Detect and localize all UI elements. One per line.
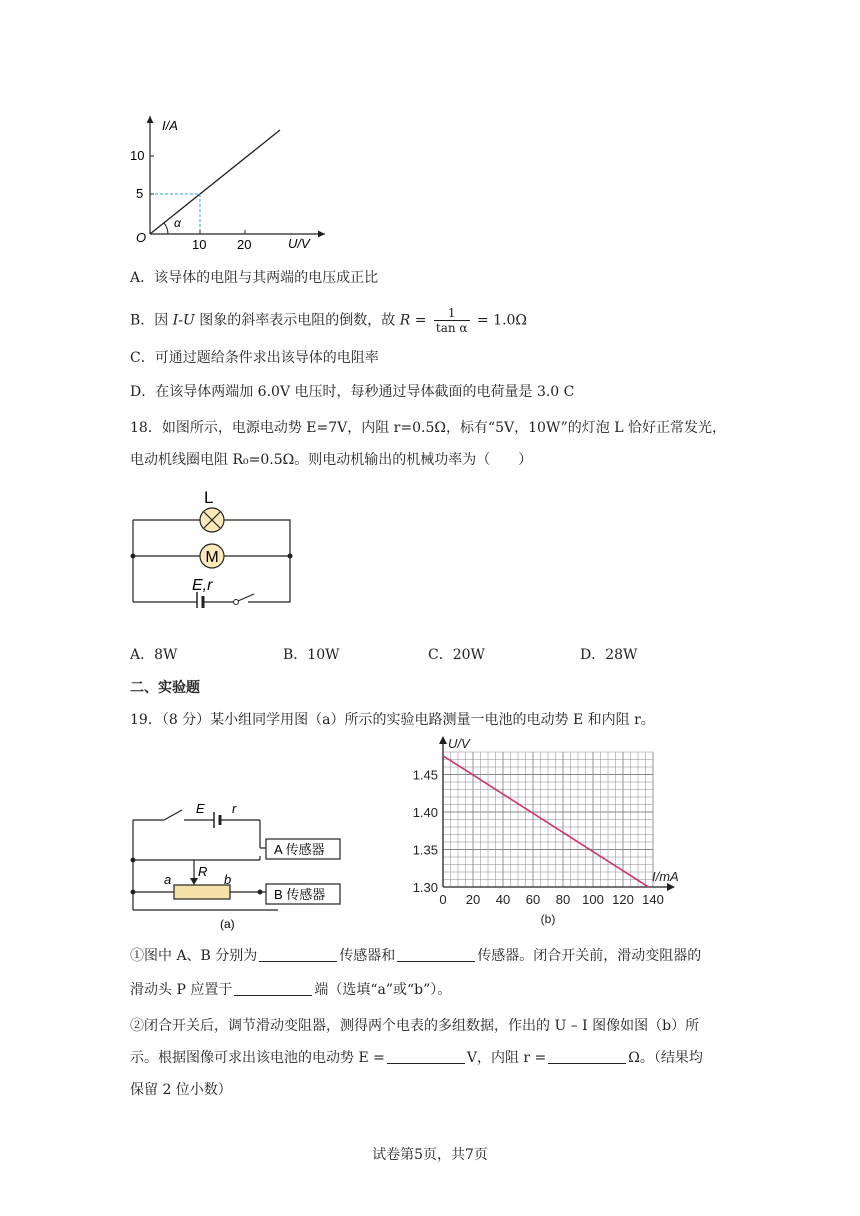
y-tick-label: 1.40 bbox=[412, 805, 438, 820]
q18-option-c: C．20W bbox=[428, 647, 485, 663]
iu-line bbox=[150, 130, 280, 234]
chart-caption: (b) bbox=[540, 912, 556, 926]
blank-emf[interactable] bbox=[387, 1049, 465, 1064]
x-tick-label: 60 bbox=[525, 892, 541, 907]
q18-line1: 18．如图所示，电源电动势 E=7V，内阻 r=0.5Ω，标有“5V，10W”的灯泡 L 恰好正常发光， bbox=[130, 420, 726, 436]
angle-label: α bbox=[174, 216, 181, 230]
blank-end[interactable] bbox=[234, 981, 312, 996]
source-label: E,r bbox=[192, 577, 213, 594]
x-tick-label: 20 bbox=[465, 892, 481, 907]
x-axis-arrow bbox=[667, 883, 675, 891]
y-axis-arrow bbox=[439, 736, 447, 744]
x-axis-label: U/V bbox=[288, 236, 310, 251]
q19-part2-line3: 保留 2 位小数） bbox=[130, 1082, 232, 1098]
lamp-icon bbox=[200, 508, 224, 532]
q18-option-d: D．28W bbox=[580, 647, 638, 663]
x-tick-label: 100 bbox=[582, 892, 604, 907]
page-footer: 试卷第5页，共7页 bbox=[372, 1147, 488, 1163]
b-label: b bbox=[224, 872, 232, 887]
q18-line2: 电动机线圈电阻 R₀=0.5Ω。则电动机输出的机械功率为（ ） bbox=[130, 452, 533, 468]
battery-icon bbox=[214, 812, 220, 828]
caption-a: (a) bbox=[220, 917, 235, 931]
q17-option-b: B．因 I-U 图象的斜率表示电阻的倒数，故 R = $\frac{1}{\text{tan α}}$ = 1.0Ω bbox=[130, 306, 528, 335]
q18-option-b: B．10W bbox=[283, 647, 340, 663]
R-label: R bbox=[198, 864, 208, 879]
q17-option-a: A．该导体的电阻与其两端的电压成正比 bbox=[130, 270, 379, 286]
e-label: E bbox=[196, 801, 205, 816]
iu-graph bbox=[130, 110, 330, 255]
q19-part1-line2: 滑动头 P 应置于 端（选填“a”或“b”）。 bbox=[130, 982, 452, 998]
svg-text:M: M bbox=[205, 549, 219, 566]
lamp-label: L bbox=[204, 488, 214, 507]
y-tick-label: 1.30 bbox=[412, 880, 438, 895]
q18-option-a: A．8W bbox=[130, 647, 178, 663]
section-heading: 二、实验题 bbox=[130, 680, 200, 696]
a-label: a bbox=[164, 872, 172, 887]
r-label: r bbox=[232, 801, 237, 816]
x-tick-label: 80 bbox=[555, 892, 571, 907]
y-tick-label: 1.35 bbox=[412, 842, 438, 858]
y-axis-label: U/V bbox=[448, 736, 470, 751]
switch-icon bbox=[234, 594, 255, 605]
q17-option-c: C．可通过题给条件求出该导体的电阻率 bbox=[130, 350, 379, 366]
q19-circuit bbox=[128, 796, 348, 936]
q19-intro: 19．（8 分）某小组同学用图（a）所示的实验电路测量一电池的电动势 E 和内阻 r。 bbox=[130, 712, 655, 728]
angle-arc bbox=[164, 223, 168, 234]
ui-chart bbox=[408, 732, 708, 937]
sensor-a-label: A 传感器 bbox=[274, 842, 325, 857]
blank-a[interactable] bbox=[259, 947, 337, 962]
switch-icon bbox=[164, 810, 182, 820]
sensor-b-label: B 传感器 bbox=[274, 887, 326, 902]
origin-label: O bbox=[136, 230, 147, 245]
fraction: $\frac{1}{\text{tan α}}$ bbox=[435, 306, 468, 335]
x-axis-label: I/mA bbox=[652, 869, 679, 884]
y-tick-10: 10 bbox=[130, 148, 145, 163]
blank-r[interactable] bbox=[548, 1049, 626, 1064]
x-tick-label: 140 bbox=[642, 892, 664, 907]
y-tick-5: 5 bbox=[136, 186, 144, 201]
x-tick-label: 0 bbox=[439, 892, 447, 907]
q19-part2-line2: 示。根据图像可求出该电池的电动势 E = V，内阻 r = Ω。（结果均 bbox=[130, 1050, 703, 1066]
y-tick-label: 1.45 bbox=[412, 767, 438, 783]
q19-part1-line1: ①图中 A、B 分别为 传感器和 传感器。闭合开关前，滑动变阻器的 bbox=[130, 948, 702, 964]
y-axis-label: I/A bbox=[162, 118, 178, 133]
motor-icon bbox=[200, 544, 224, 568]
blank-b[interactable] bbox=[397, 947, 475, 962]
q18-circuit bbox=[128, 486, 298, 608]
battery-icon bbox=[197, 592, 203, 608]
q17-option-d: D．在该导体两端加 6.0V 电压时，每秒通过导体截面的电荷量是 3.0 C bbox=[130, 384, 575, 400]
q19-part2-line1: ②闭合开关后，调节滑动变阻器，测得两个电表的多组数据，作出的 U – I 图像如图（b）所 bbox=[130, 1018, 700, 1034]
x-tick-10: 10 bbox=[192, 237, 207, 252]
x-tick-20: 20 bbox=[237, 237, 252, 252]
x-tick-label: 40 bbox=[495, 892, 511, 907]
x-tick-label: 120 bbox=[612, 892, 634, 907]
series-line bbox=[443, 756, 649, 887]
